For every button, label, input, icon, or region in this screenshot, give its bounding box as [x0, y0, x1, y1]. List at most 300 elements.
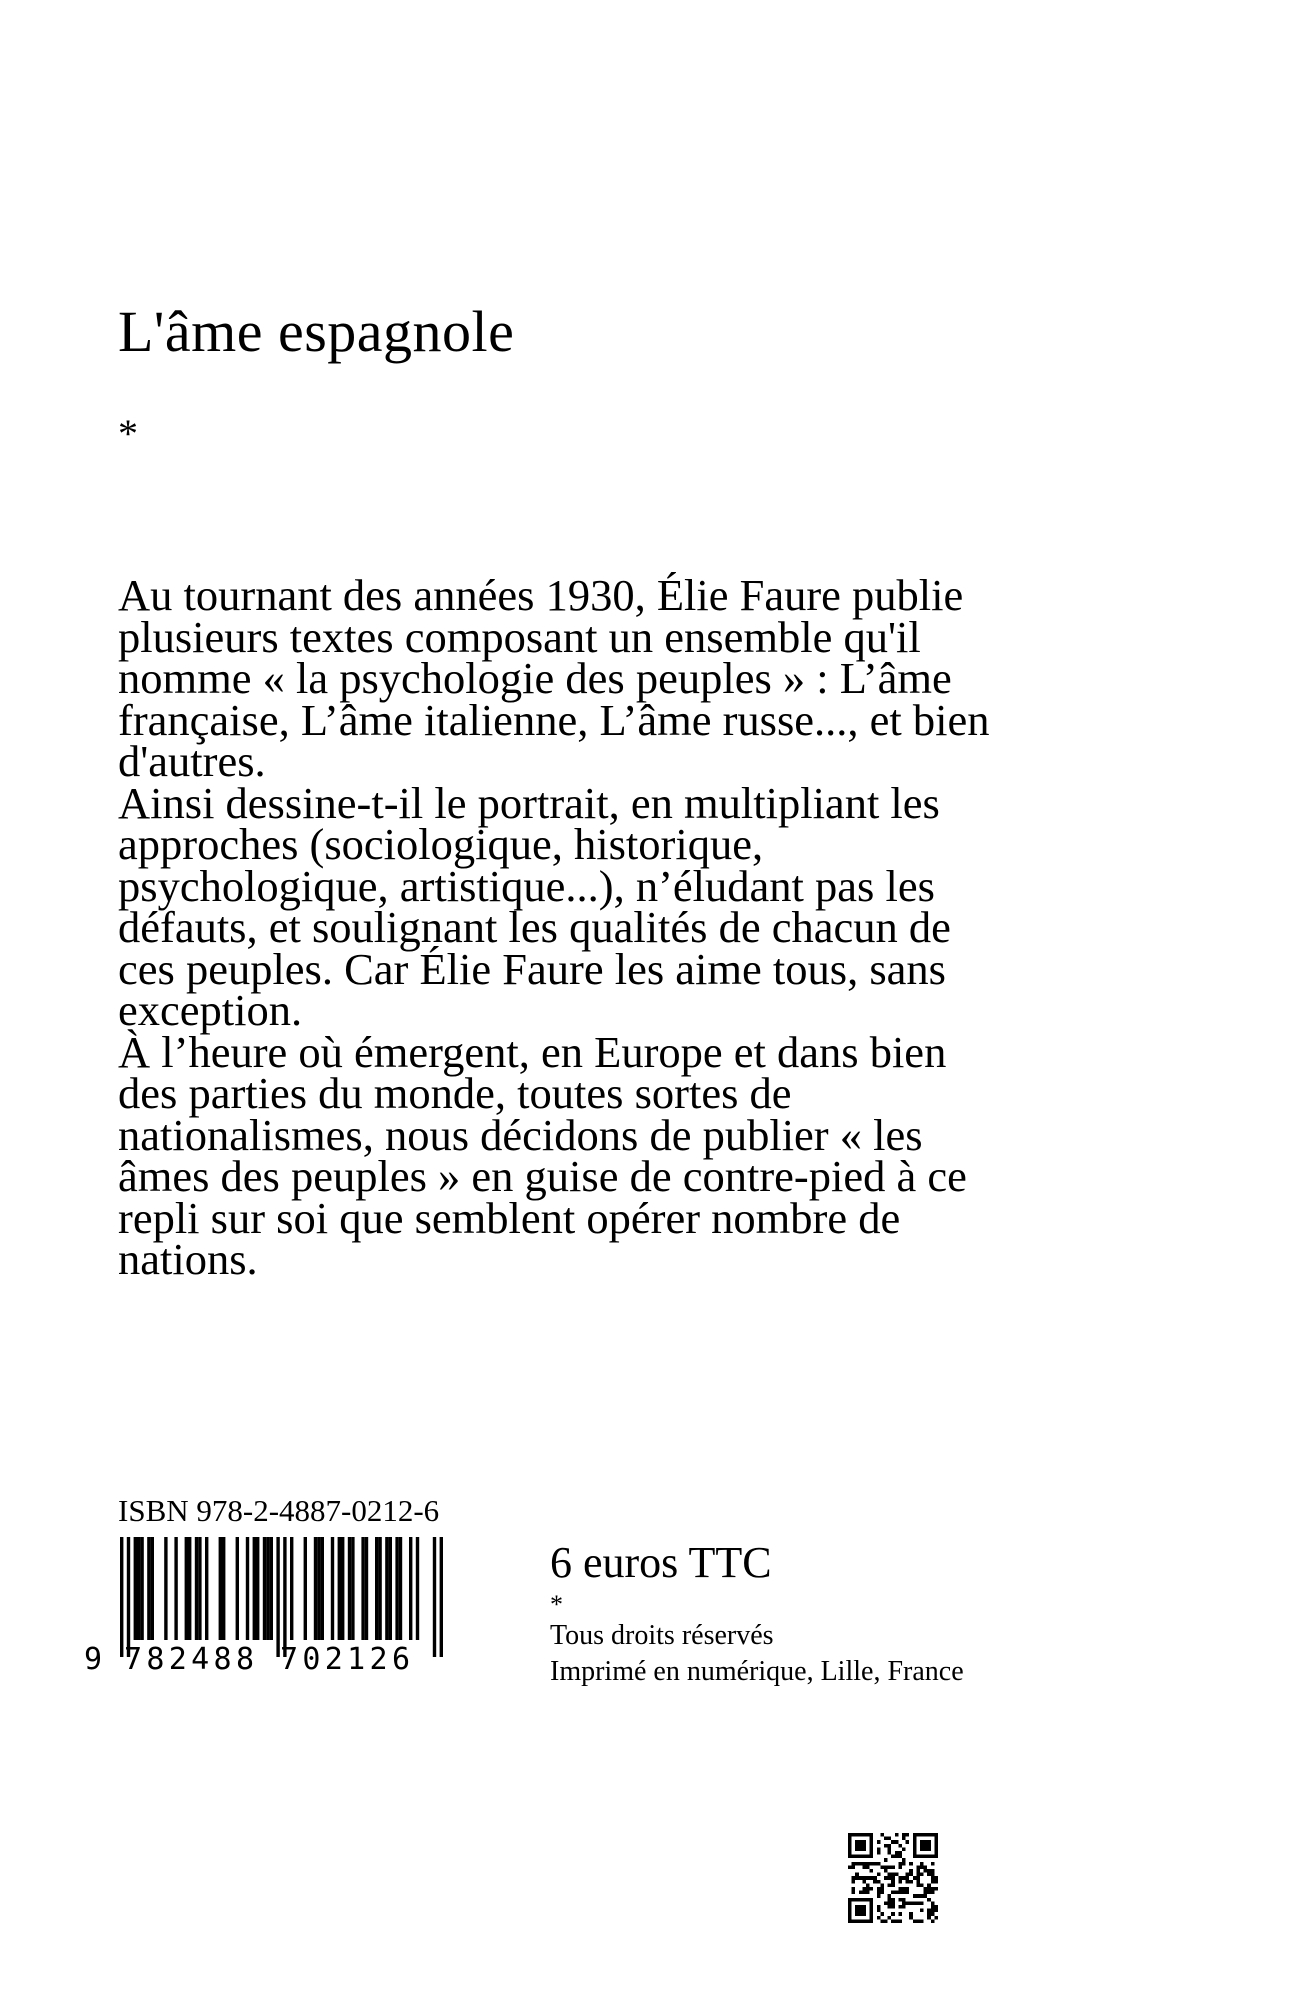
barcode-bar — [416, 1537, 419, 1640]
qr-module — [884, 1901, 888, 1905]
qr-module — [848, 1919, 852, 1923]
qr-module — [862, 1847, 866, 1851]
barcode-bar — [205, 1537, 208, 1640]
qr-module — [931, 1869, 935, 1873]
qr-module — [870, 1869, 874, 1873]
qr-module — [931, 1919, 935, 1923]
qr-module — [920, 1840, 924, 1844]
qr-module — [884, 1869, 888, 1873]
qr-module — [870, 1905, 874, 1909]
qr-module — [931, 1833, 935, 1837]
qr-module — [906, 1840, 910, 1844]
barcode-bar — [185, 1537, 188, 1640]
qr-module — [888, 1898, 892, 1902]
price-separator: * — [550, 1590, 563, 1619]
barcode-bar — [389, 1537, 392, 1640]
qr-module — [920, 1894, 924, 1898]
qr-module — [880, 1833, 884, 1837]
qr-module — [852, 1887, 856, 1891]
blurb-paragraph: Ainsi dessine-t-il le portrait, en multipliant les approches (sociologique, historique, psychologique, artistique...), n’éludant pas les défauts, et soulignant les qualités de chacun de ces peuples. Car Élie Faure les aime tous, sans exception. — [118, 777, 951, 1035]
qr-module — [909, 1880, 913, 1884]
qr-module — [880, 1883, 884, 1887]
qr-module — [848, 1833, 852, 1837]
qr-module — [888, 1883, 892, 1887]
qr-module — [902, 1887, 906, 1891]
qr-module — [909, 1912, 913, 1916]
barcode-bar — [198, 1537, 201, 1640]
qr-module — [877, 1891, 881, 1895]
barcode-bar — [147, 1537, 150, 1640]
qr-module — [906, 1891, 910, 1895]
barcode-bar — [174, 1537, 177, 1640]
qr-module — [927, 1883, 931, 1887]
qr-module — [888, 1851, 892, 1855]
qr-module — [931, 1862, 935, 1866]
qr-module — [906, 1833, 910, 1837]
qr-module — [859, 1833, 863, 1837]
qr-module — [855, 1905, 859, 1909]
qr-module — [916, 1855, 920, 1859]
qr-module — [920, 1873, 924, 1877]
qr-module — [898, 1855, 902, 1859]
qr-module — [891, 1912, 895, 1916]
qr-module — [877, 1847, 881, 1851]
qr-module — [931, 1873, 935, 1877]
qr-module — [855, 1844, 859, 1848]
qr-module — [848, 1840, 852, 1844]
qr-module — [848, 1916, 852, 1920]
qr-module — [870, 1855, 874, 1859]
barcode-bar — [351, 1537, 354, 1640]
barcode-bar — [409, 1537, 412, 1640]
barcode-left-digits: 782488 — [124, 1642, 254, 1672]
qr-module — [862, 1912, 866, 1916]
qr-module — [913, 1844, 917, 1848]
qr-module — [909, 1869, 913, 1873]
barcode-right-digits: 702126 — [280, 1642, 410, 1672]
qr-module — [848, 1909, 852, 1913]
book-title: L'âme espagnole — [118, 299, 515, 364]
qr-module — [877, 1873, 881, 1877]
qr-module — [934, 1905, 938, 1909]
back-cover-blurb — [118, 570, 998, 1284]
qr-module — [862, 1909, 866, 1913]
qr-module — [859, 1840, 863, 1844]
qr-module — [870, 1847, 874, 1851]
qr-module — [859, 1909, 863, 1913]
qr-module — [866, 1855, 870, 1859]
qr-module — [848, 1901, 852, 1905]
qr-module — [859, 1844, 863, 1848]
qr-module — [884, 1858, 888, 1862]
qr-module — [902, 1862, 906, 1866]
qr-module — [906, 1901, 910, 1905]
qr-module — [884, 1876, 888, 1880]
barcode-bar — [151, 1537, 154, 1640]
qr-module — [898, 1905, 902, 1909]
qr-module — [927, 1844, 931, 1848]
qr-module — [870, 1898, 874, 1902]
qr-module — [920, 1847, 924, 1851]
qr-module — [927, 1840, 931, 1844]
qr-module — [895, 1833, 899, 1837]
barcode-bar — [361, 1537, 364, 1640]
qr-module — [891, 1865, 895, 1869]
qr-module — [877, 1894, 881, 1898]
qr-module — [924, 1891, 928, 1895]
qr-module — [909, 1862, 913, 1866]
qr-module — [909, 1901, 913, 1905]
rights-line: Tous droits réservés — [550, 1620, 774, 1651]
qr-module — [934, 1851, 938, 1855]
qr-module — [927, 1887, 931, 1891]
qr-module — [898, 1912, 902, 1916]
qr-module — [859, 1898, 863, 1902]
qr-module — [920, 1901, 924, 1905]
qr-module — [884, 1865, 888, 1869]
qr-module — [934, 1840, 938, 1844]
qr-module — [931, 1855, 935, 1859]
qr-module — [902, 1876, 906, 1880]
qr-module — [902, 1837, 906, 1841]
qr-module — [902, 1901, 906, 1905]
qr-module — [891, 1919, 895, 1923]
qr-module — [877, 1905, 881, 1909]
qr-module — [916, 1865, 920, 1869]
qr-module — [927, 1916, 931, 1920]
qr-module — [852, 1919, 856, 1923]
qr-module — [898, 1919, 902, 1923]
qr-module — [862, 1919, 866, 1923]
barcode-bar — [440, 1537, 443, 1657]
qr-module — [916, 1833, 920, 1837]
qr-module — [859, 1855, 863, 1859]
qr-module — [920, 1862, 924, 1866]
qr-module — [877, 1880, 881, 1884]
qr-module — [873, 1880, 877, 1884]
qr-module — [902, 1891, 906, 1895]
qr-module — [916, 1883, 920, 1887]
qr-module — [852, 1833, 856, 1837]
qr-module — [898, 1876, 902, 1880]
qr-module — [859, 1912, 863, 1916]
qr-module — [920, 1844, 924, 1848]
qr-module — [891, 1873, 895, 1877]
qr-module — [866, 1865, 870, 1869]
qr-module — [934, 1887, 938, 1891]
qr-module — [855, 1873, 859, 1877]
qr-module — [866, 1887, 870, 1891]
qr-module — [866, 1919, 870, 1923]
qr-module — [913, 1855, 917, 1859]
qr-module — [862, 1887, 866, 1891]
qr-module — [888, 1844, 892, 1848]
qr-module — [870, 1901, 874, 1905]
qr-module — [884, 1919, 888, 1923]
qr-module — [927, 1891, 931, 1895]
qr-module — [880, 1891, 884, 1895]
qr-module — [924, 1869, 928, 1873]
barcode-bar — [331, 1537, 334, 1640]
qr-module — [855, 1847, 859, 1851]
qr-module — [852, 1862, 856, 1866]
qr-module — [855, 1833, 859, 1837]
qr-module — [877, 1916, 881, 1920]
barcode-bar — [219, 1537, 222, 1640]
qr-module — [848, 1844, 852, 1848]
qr-module — [859, 1847, 863, 1851]
qr-module — [862, 1898, 866, 1902]
title-separator: * — [118, 411, 138, 456]
qr-module — [866, 1833, 870, 1837]
qr-module — [870, 1912, 874, 1916]
qr-module — [888, 1901, 892, 1905]
qr-module — [916, 1901, 920, 1905]
qr-module — [888, 1865, 892, 1869]
qr-module — [877, 1909, 881, 1913]
barcode-bar — [195, 1537, 198, 1640]
qr-module — [852, 1876, 856, 1880]
qr-module — [870, 1876, 874, 1880]
qr-module — [927, 1909, 931, 1913]
qr-module — [934, 1833, 938, 1837]
qr-module — [852, 1865, 856, 1869]
qr-module — [906, 1880, 910, 1884]
qr-module — [870, 1916, 874, 1920]
qr-module — [870, 1862, 874, 1866]
qr-module — [880, 1887, 884, 1891]
qr-module — [898, 1865, 902, 1869]
qr-module — [877, 1862, 881, 1866]
qr-module — [848, 1912, 852, 1916]
qr-module — [920, 1865, 924, 1869]
barcode-bar — [266, 1537, 269, 1640]
qr-module — [859, 1876, 863, 1880]
qr-module — [924, 1844, 928, 1848]
qr-module — [913, 1894, 917, 1898]
qr-module — [880, 1865, 884, 1869]
qr-module — [934, 1880, 938, 1884]
qr-module — [870, 1844, 874, 1848]
qr-module — [934, 1844, 938, 1848]
qr-module — [931, 1880, 935, 1884]
qr-module — [855, 1909, 859, 1913]
barcode-bar — [120, 1537, 123, 1657]
barcode-bar — [253, 1537, 256, 1640]
qr-module — [916, 1873, 920, 1877]
qr-module — [927, 1855, 931, 1859]
barcode-bar — [256, 1537, 259, 1640]
qr-module — [931, 1905, 935, 1909]
qr-module — [927, 1873, 931, 1877]
qr-module — [902, 1847, 906, 1851]
qr-module — [920, 1883, 924, 1887]
qr-module — [891, 1883, 895, 1887]
qr-module — [862, 1855, 866, 1859]
qr-module — [934, 1909, 938, 1913]
qr-module — [891, 1880, 895, 1884]
qr-module — [855, 1862, 859, 1866]
qr-module — [870, 1840, 874, 1844]
qr-module — [891, 1898, 895, 1902]
qr-module — [877, 1840, 881, 1844]
qr-module — [870, 1919, 874, 1923]
qr-module — [906, 1873, 910, 1877]
qr-module — [852, 1898, 856, 1902]
qr-module — [870, 1851, 874, 1855]
qr-module — [902, 1858, 906, 1862]
qr-module — [855, 1876, 859, 1880]
qr-module — [855, 1855, 859, 1859]
qr-module — [916, 1876, 920, 1880]
isbn-label: ISBN 978-2-4887-0212-6 — [118, 1493, 440, 1528]
qr-module — [884, 1844, 888, 1848]
qr-module — [916, 1919, 920, 1923]
qr-module — [891, 1891, 895, 1895]
qr-module — [927, 1898, 931, 1902]
qr-module — [852, 1855, 856, 1859]
qr-module — [898, 1862, 902, 1866]
qr-module — [934, 1916, 938, 1920]
qr-module — [924, 1847, 928, 1851]
qr-module — [906, 1887, 910, 1891]
barcode-bar — [317, 1537, 320, 1640]
barcode-bar — [321, 1537, 324, 1640]
qr-module — [920, 1833, 924, 1837]
qr-module — [927, 1847, 931, 1851]
qr-module — [895, 1851, 899, 1855]
qr-module — [862, 1833, 866, 1837]
qr-module — [909, 1873, 913, 1877]
qr-module — [848, 1905, 852, 1909]
qr-module — [924, 1855, 928, 1859]
qr-module — [931, 1901, 935, 1905]
qr-module — [913, 1840, 917, 1844]
qr-module — [898, 1851, 902, 1855]
qr-module — [888, 1876, 892, 1880]
barcode-bar — [283, 1537, 286, 1657]
barcode-bar — [290, 1537, 293, 1640]
qr-module — [866, 1862, 870, 1866]
qr-module — [931, 1887, 935, 1891]
qr-module — [891, 1901, 895, 1905]
barcode-bar — [385, 1537, 388, 1640]
qr-module — [862, 1844, 866, 1848]
barcode-bar — [236, 1537, 239, 1640]
qr-module — [898, 1844, 902, 1848]
qr-module — [898, 1891, 902, 1895]
qr-module — [927, 1833, 931, 1837]
barcode-bar — [365, 1537, 368, 1640]
qr-module — [888, 1837, 892, 1841]
qr-module — [888, 1894, 892, 1898]
qr-module — [866, 1883, 870, 1887]
qr-module — [931, 1876, 935, 1880]
qr-module — [855, 1919, 859, 1923]
qr-module — [934, 1855, 938, 1859]
qr-module — [924, 1840, 928, 1844]
blurb-paragraph: À l’heure où émergent, en Europe et dans bien des parties du monde, toutes sortes de nationalismes, nous décidons de publier « les âmes des peuples » en guise de contre-pied à ce repli sur soi que semblent opérer nombre de nations. — [118, 1026, 967, 1284]
qr-code-icon — [848, 1833, 938, 1923]
qr-module — [891, 1876, 895, 1880]
qr-module — [920, 1919, 924, 1923]
barcode-bar — [378, 1537, 381, 1640]
qr-module — [898, 1880, 902, 1884]
isbn-barcode — [80, 1537, 480, 1672]
blurb-paragraph: Au tournant des années 1930, Élie Faure publie plusieurs textes composant un ensemble qu'il nomme « la psychologie des peuples » : L’âme française, L’âme italienne, L’âme russe..., et bien d'autres. — [118, 570, 990, 786]
qr-module — [927, 1912, 931, 1916]
qr-module — [852, 1891, 856, 1895]
qr-module — [895, 1855, 899, 1859]
qr-module — [888, 1847, 892, 1851]
qr-module — [852, 1880, 856, 1884]
qr-module — [855, 1912, 859, 1916]
qr-module — [862, 1905, 866, 1909]
qr-module — [902, 1833, 906, 1837]
qr-module — [898, 1898, 902, 1902]
qr-module — [902, 1905, 906, 1909]
qr-module — [862, 1862, 866, 1866]
barcode-bar — [140, 1537, 143, 1640]
qr-module — [927, 1869, 931, 1873]
qr-module — [891, 1855, 895, 1859]
barcode-bar — [222, 1537, 225, 1640]
qr-module — [909, 1916, 913, 1920]
qr-module — [916, 1880, 920, 1884]
qr-module — [924, 1894, 928, 1898]
qr-module — [866, 1891, 870, 1895]
barcode-bar — [263, 1537, 266, 1640]
qr-module — [891, 1840, 895, 1844]
qr-module — [920, 1855, 924, 1859]
qr-module — [866, 1876, 870, 1880]
qr-module — [877, 1851, 881, 1855]
qr-module — [934, 1876, 938, 1880]
qr-module — [848, 1898, 852, 1902]
qr-module — [931, 1912, 935, 1916]
qr-module — [873, 1876, 877, 1880]
qr-module — [895, 1891, 899, 1895]
barcode-bar — [341, 1537, 344, 1640]
qr-module — [913, 1833, 917, 1837]
qr-module — [916, 1869, 920, 1873]
qr-module — [877, 1887, 881, 1891]
qr-module — [880, 1912, 884, 1916]
qr-module — [866, 1898, 870, 1902]
qr-module — [895, 1919, 899, 1923]
rights-notice — [550, 1618, 964, 1690]
qr-module — [873, 1862, 877, 1866]
qr-module — [931, 1909, 935, 1913]
barcode-bar — [137, 1537, 140, 1640]
barcode-bar — [270, 1537, 273, 1640]
qr-module — [895, 1840, 899, 1844]
price: 6 euros TTC — [550, 1538, 772, 1587]
qr-module — [913, 1876, 917, 1880]
qr-module — [862, 1865, 866, 1869]
barcode-bar — [276, 1537, 279, 1657]
print-location-line: Imprimé en numérique, Lille, France — [550, 1656, 964, 1687]
barcode-bar — [395, 1537, 398, 1640]
qr-module — [906, 1876, 910, 1880]
qr-module — [888, 1873, 892, 1877]
qr-module — [924, 1833, 928, 1837]
qr-module — [934, 1847, 938, 1851]
qr-module — [859, 1891, 863, 1895]
qr-module — [870, 1833, 874, 1837]
qr-module — [913, 1837, 917, 1841]
qr-module — [934, 1837, 938, 1841]
